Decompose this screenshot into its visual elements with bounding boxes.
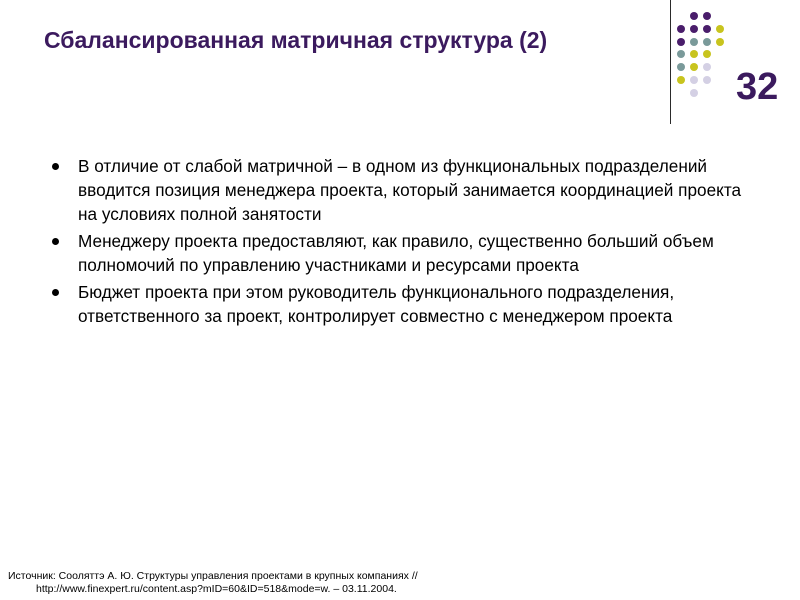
bullet-text: Бюджет проекта при этом руководитель функционального подразделения, ответственного за проект, контролирует совместно с менеджером проекта: [78, 282, 675, 326]
decorative-dot: [690, 12, 698, 20]
source-citation: [8, 570, 418, 596]
decorative-dot: [677, 25, 685, 33]
source-line: Источник: Сооляттэ А. Ю. Структуры управления проектами в крупных компаниях //: [8, 570, 418, 582]
decorative-dot: [690, 76, 698, 84]
bullet-icon: [52, 238, 59, 245]
bullet-text: Менеджеру проекта предоставляют, как правило, существенно больший объем полномочий по управлению участниками и ресурсами проекта: [78, 231, 714, 275]
source-url[interactable]: http://www.finexpert.ru/content.asp?mID=60&ID=518&mode=w. – 03.11.2004.: [36, 583, 397, 595]
decorative-dot: [703, 25, 711, 33]
decorative-dot: [677, 76, 685, 84]
bullet-text: В отличие от слабой матричной – в одном из функциональных подразделений вводится позиция менеджера проекта, который занимается координацией проекта на условиях полной занятости: [78, 156, 742, 224]
decorative-dot: [703, 12, 711, 20]
decorative-dot: [716, 25, 724, 33]
vertical-divider: [670, 0, 671, 124]
bullet-list: [46, 154, 746, 331]
decorative-dot: [703, 63, 711, 71]
decorative-dot: [677, 50, 685, 58]
decorative-dot: [677, 63, 685, 71]
slide-title: Сбалансированная матричная структура (2): [44, 27, 548, 53]
decorative-dot: [690, 50, 698, 58]
decorative-dot: [690, 89, 698, 97]
bullet-icon: [52, 289, 59, 296]
bullet-item: [46, 280, 746, 328]
decorative-dot: [677, 38, 685, 46]
decorative-dot: [690, 63, 698, 71]
bullet-icon: [52, 163, 59, 170]
slide-number: 32: [736, 66, 779, 108]
bullet-item: [46, 229, 746, 277]
decorative-dot: [690, 38, 698, 46]
decorative-dot: [703, 76, 711, 84]
decorative-dot: [690, 25, 698, 33]
decorative-dot: [703, 50, 711, 58]
decorative-dot: [716, 38, 724, 46]
bullet-item: [46, 154, 746, 226]
decorative-dot: [703, 38, 711, 46]
